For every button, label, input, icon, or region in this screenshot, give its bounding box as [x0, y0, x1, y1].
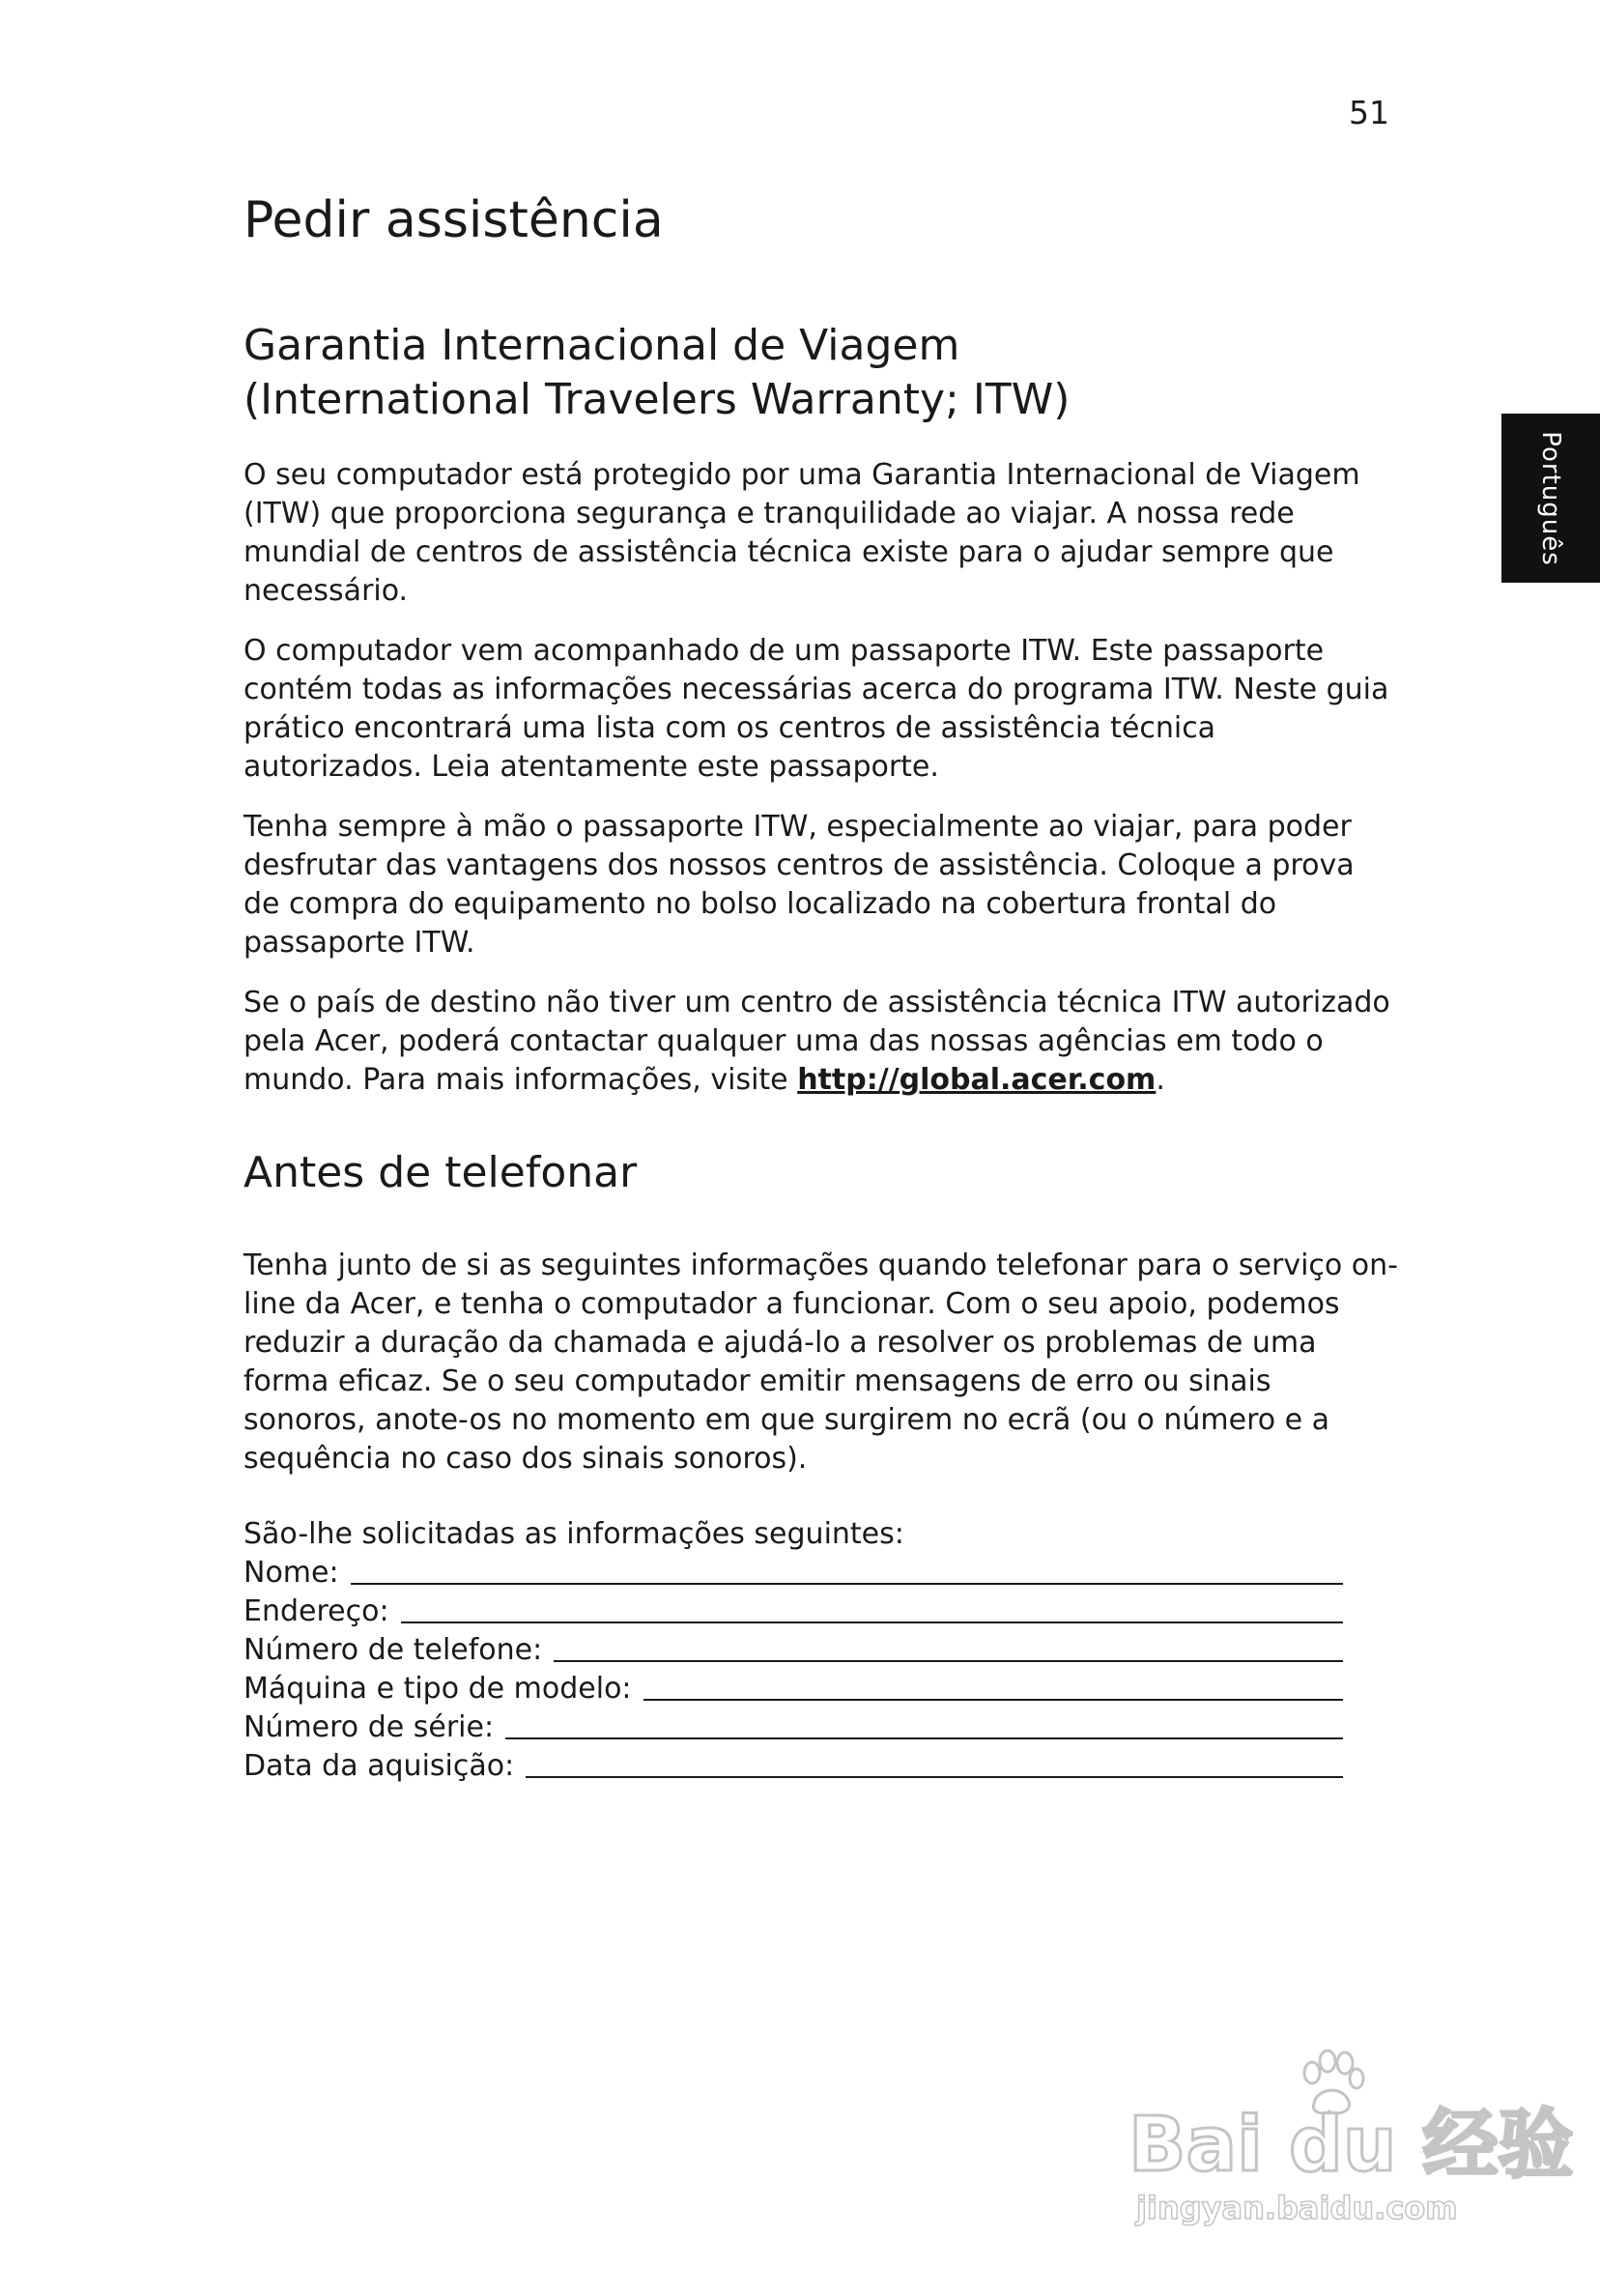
- section-heading-itw-line2: (International Travelers Warranty; ITW): [243, 375, 1071, 424]
- form-row-address: [243, 1593, 1343, 1631]
- section-heading-before-calling: Antes de telefonar: [243, 1148, 638, 1197]
- main-content: [243, 189, 1398, 1786]
- form-row-machine-model: [243, 1670, 1343, 1708]
- form-blank-purchase-date: [526, 1751, 1343, 1778]
- form-blank-machine-model: [643, 1674, 1343, 1701]
- form-blank-phone: [554, 1635, 1343, 1662]
- paragraph-itw-passport: O computador vem acompanhado de um passaporte ITW. Este passaporte contém todas as informações necessárias acerca do programa ITW. Neste guia prático encontrará uma lista com os centros de assistência técnica autorizados. Leia atentamente este passaporte.: [243, 634, 1389, 784]
- form-label-address: Endereço:: [243, 1594, 389, 1628]
- section-heading-itw: [243, 319, 1398, 427]
- paragraph-itw-intro: O seu computador está protegido por uma Garantia Internacional de Viagem (ITW) que proporciona segurança e tranquilidade ao viajar. A nossa rede mundial de centros de assistência técnica existe para o ajudar sempre que necessário.: [243, 458, 1360, 608]
- form-label-machine-model: Máquina e tipo de modelo:: [243, 1672, 632, 1706]
- language-side-tab: [1501, 414, 1600, 583]
- form-row-serial: [243, 1708, 1343, 1747]
- paragraph-itw-contact: [243, 984, 1398, 1100]
- form-row-name: [243, 1554, 1343, 1593]
- baidu-watermark: [1129, 2044, 1574, 2227]
- form-blank-address: [401, 1596, 1343, 1623]
- form-row-purchase-date: [243, 1747, 1343, 1786]
- acer-global-link[interactable]: http://global.acer.com: [797, 1063, 1157, 1097]
- form-label-serial: Número de série:: [243, 1710, 495, 1744]
- form-blank-name: [351, 1558, 1343, 1585]
- section-heading-itw-line1: Garantia Internacional de Viagem: [243, 321, 960, 370]
- contact-text: Se o país de destino não tiver um centro de assistência técnica ITW autorizado pela Acer, poderá contactar qualquer uma das nossas agências em todo o mundo. Para mais informações, visite: [243, 986, 1390, 1097]
- page-number: 51: [1349, 94, 1389, 131]
- form-row-phone: [243, 1631, 1343, 1670]
- paragraph-itw-keep-passport: Tenha sempre à mão o passaporte ITW, especialmente ao viajar, para poder desfrutar das vantagens dos nossos centros de assistência. Coloque a prova de compra do equipamento no bolso localizado na cobertura frontal do passaporte ITW.: [243, 810, 1355, 960]
- form-intro: São-lhe solicitadas as informações seguintes:: [243, 1517, 904, 1551]
- page-title: Pedir assistência: [243, 191, 664, 249]
- watermark-url: jingyan.baidu.com: [1136, 2190, 1458, 2226]
- language-tab-label: Português: [1536, 430, 1565, 566]
- watermark-logo-text: Bai du 经验: [1129, 2102, 1574, 2189]
- contact-text-end: .: [1156, 1063, 1165, 1097]
- form-label-name: Nome:: [243, 1556, 339, 1590]
- form-label-purchase-date: Data da aquisição:: [243, 1749, 515, 1783]
- form-blank-serial: [505, 1712, 1343, 1739]
- paragraph-before-calling: Tenha junto de si as seguintes informações quando telefonar para o serviço on-line da Acer, e tenha o computador a funcionar. Com o seu apoio, podemos reduzir a duração da chamada e ajudá-lo a resolver os problemas de uma forma eficaz. Se o seu computador emitir mensagens de erro ou sinais sonoros, anote-os no momento em que surgirem no ecrã (ou o número e a sequência no caso dos sinais sonoros).: [243, 1248, 1399, 1476]
- form-label-phone: Número de telefone:: [243, 1633, 543, 1667]
